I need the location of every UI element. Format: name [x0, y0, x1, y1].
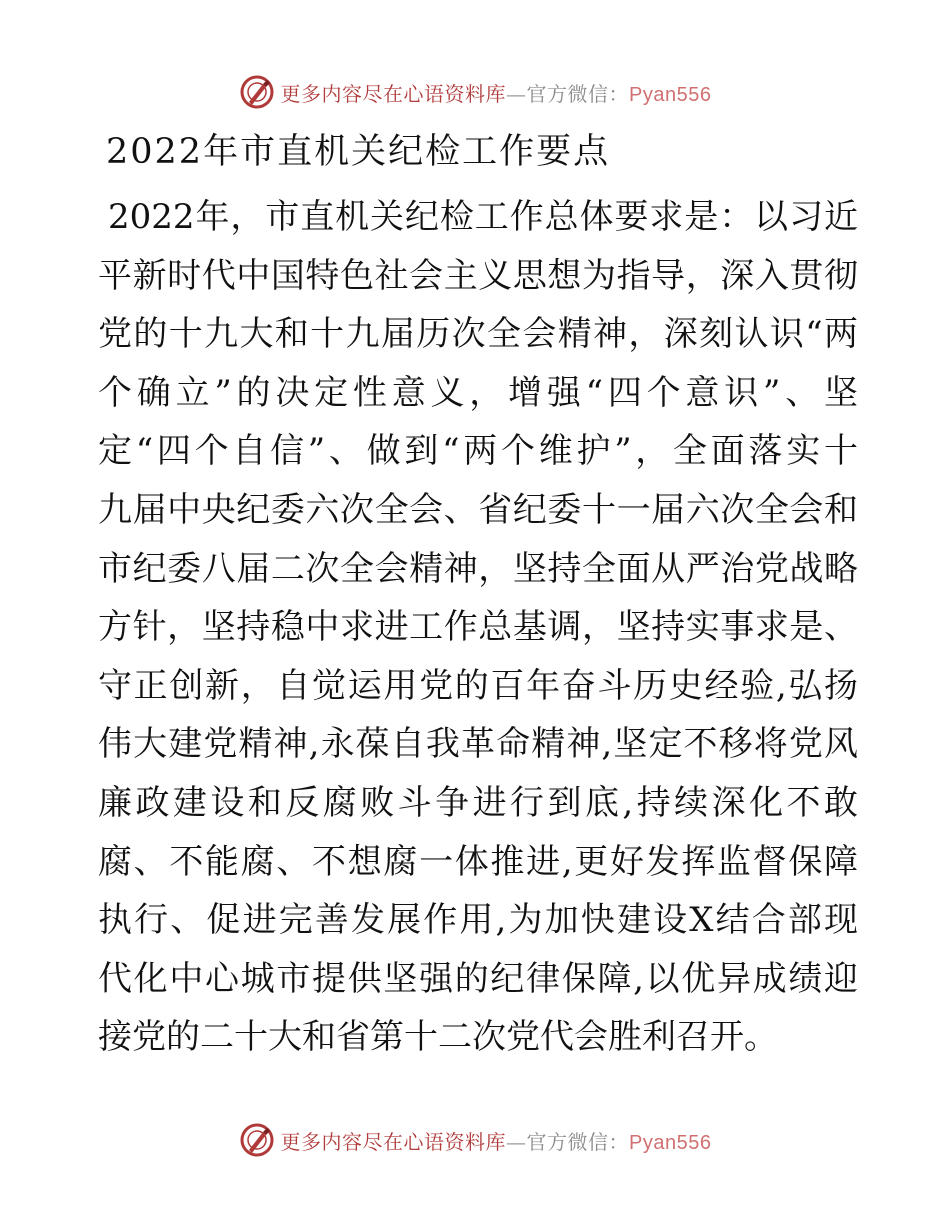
body-line: 代化中心城市提供坚强的纪律保障,以优异成绩迎 — [98, 958, 858, 999]
body-line: 九届中央纪委六次全会、省纪委十一届六次全会和 — [98, 489, 858, 530]
body-line: 2022年，市直机关纪检工作总体要求是：以习近 — [108, 197, 858, 237]
body-line: 党的十九大和十九届历次全会精神，深刻认识“两 — [98, 314, 858, 355]
body-line: 腐、不能腐、不想腐一体推进,更好发挥监督保障 — [98, 841, 858, 882]
body-line: 方针，坚持稳中求进工作总基调，坚持实事求是、 — [98, 607, 858, 648]
body-line: 个确立”的决定性意义，增强“四个意识”、坚 — [98, 372, 858, 413]
pen-circle-logo-icon — [239, 1122, 275, 1158]
body-line: 执行、促进完善发展作用,为加快建设X结合部现 — [98, 900, 858, 941]
body-line: 伟大建党精神,永葆自我革命精神,坚定不移将党风 — [98, 724, 858, 765]
body-line: 市纪委八届二次全会精神，坚持全面从严治党战略 — [98, 548, 858, 589]
watermark-text: 更多内容尽在心语资料库—官方微信：Pyan556 — [280, 1129, 712, 1154]
footer-watermark — [0, 1120, 950, 1160]
body-line: 守正创新，自觉运用党的百年奋斗历史经验,弘扬 — [98, 665, 858, 706]
body-line: 定“四个自信”、做到“两个维护”，全面落实十 — [98, 431, 858, 472]
document-title: 2022年市直机关纪检工作要点 — [106, 132, 611, 172]
body-line: 平新时代中国特色社会主义思想为指导，深入贯彻 — [98, 255, 858, 296]
watermark-text: 更多内容尽在心语资料库—官方微信：Pyan556 — [280, 81, 712, 106]
body-line: 廉政建设和反腐败斗争进行到底,持续深化不敢 — [98, 782, 858, 823]
body-line: 接党的二十大和省第十二次党代会胜利召开。 — [98, 1017, 778, 1058]
header-watermark — [0, 72, 950, 112]
document-body — [98, 188, 858, 1067]
pen-circle-logo-icon — [239, 74, 275, 110]
